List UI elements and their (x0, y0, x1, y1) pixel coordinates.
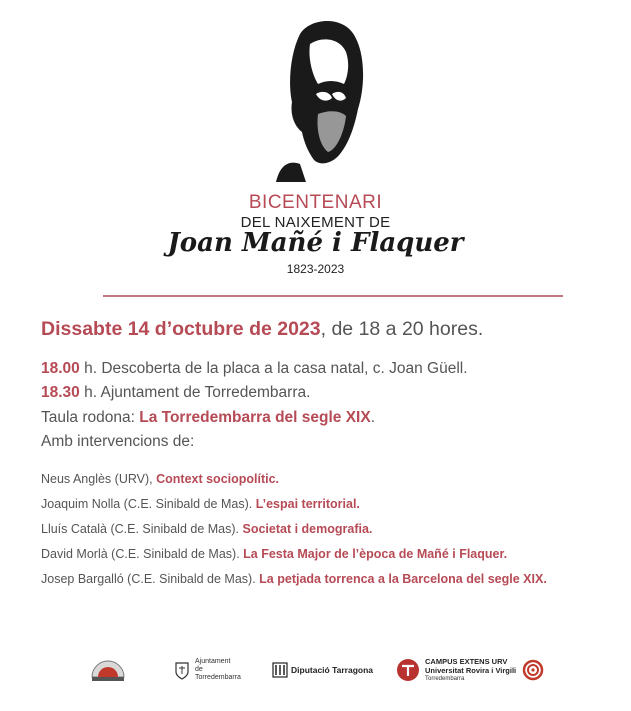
speaker-topic: La petjada torrenca a la Barcelona del segle XIX. (259, 572, 547, 586)
speaker-topic: La Festa Major de l’època de Mañé i Flaquer. (243, 547, 508, 561)
event-date (41, 318, 483, 341)
sinibald-emblem-icon (88, 655, 128, 685)
speaker-name: Joaquim Nolla (C.E. Sinibald de Mas). (41, 497, 256, 511)
diputacio-logo (272, 650, 373, 690)
speaker-item (41, 547, 507, 561)
speaker-name: Neus Anglès (URV), (41, 472, 157, 486)
schedule-item-2 (41, 384, 310, 402)
campus-text (425, 657, 516, 684)
schedule-time: 18.30 (41, 384, 80, 401)
schedule-item-1 (41, 360, 468, 378)
speaker-item (41, 472, 279, 486)
speaker-name: Josep Bargalló (C.E. Sinibald de Mas). (41, 572, 260, 586)
schedule-text: h. Descoberta de la placa a la casa natal, c. Joan Güell. (79, 360, 468, 377)
speaker-topic: Context sociopolític. (156, 472, 280, 486)
years-range: 1823-2023 (286, 262, 345, 276)
divider-line (103, 295, 563, 297)
event-date-bold: Dissabte 14 d’octubre de 2023 (41, 318, 321, 340)
town-shield-icon (175, 660, 189, 680)
speaker-name: David Morlà (C.E. Sinibald de Mas). (41, 547, 244, 561)
campus-urv-logo (395, 650, 544, 690)
round-table-title: La Torredembarra del segle XIX (139, 409, 371, 426)
sinibald-logo (88, 650, 128, 690)
speaker-topic: Societat i demografia. (242, 522, 373, 536)
round-table-end: . (370, 409, 376, 426)
campus-line-3: Torredembarra (425, 675, 465, 682)
ajuntament-logo (175, 650, 241, 690)
campus-line-1: CAMPUS EXTENS URV (425, 656, 508, 666)
header-logo (0, 0, 631, 290)
round-table-label: Taula rodona: (41, 409, 140, 426)
event-time: , de 18 a 20 hores. (320, 318, 484, 340)
speaker-name: Lluís Català (C.E. Sinibald de Mas). (41, 522, 243, 536)
honoree-name: Joan Mañé i Flaquer (167, 228, 464, 258)
portrait-illustration (270, 14, 370, 182)
schedule-time: 18.00 (41, 360, 80, 377)
speaker-topic: L’espai territorial. (255, 497, 360, 511)
campus-line-2: Universitat Rovira i Virgili (425, 665, 517, 675)
diputacio-label: Diputació Tarragona (291, 665, 374, 675)
naixement-subtitle: DEL NAIXEMENT DE (240, 214, 391, 231)
interventions-label: Amb intervencions de: (41, 433, 195, 450)
ajuntament-label: Ajuntament de Torredembarra (195, 658, 241, 681)
schedule-text: h. Ajuntament de Torredembarra. (79, 384, 311, 401)
round-table (41, 409, 375, 427)
diputacio-emblem-icon (272, 662, 288, 678)
urv-swirl-icon (522, 659, 544, 681)
bicentenari-title: BICENTENARI (248, 192, 383, 213)
speaker-item (41, 572, 547, 586)
speaker-item (41, 497, 360, 511)
speaker-item (41, 522, 372, 536)
campus-urv-emblem-icon (395, 657, 421, 683)
